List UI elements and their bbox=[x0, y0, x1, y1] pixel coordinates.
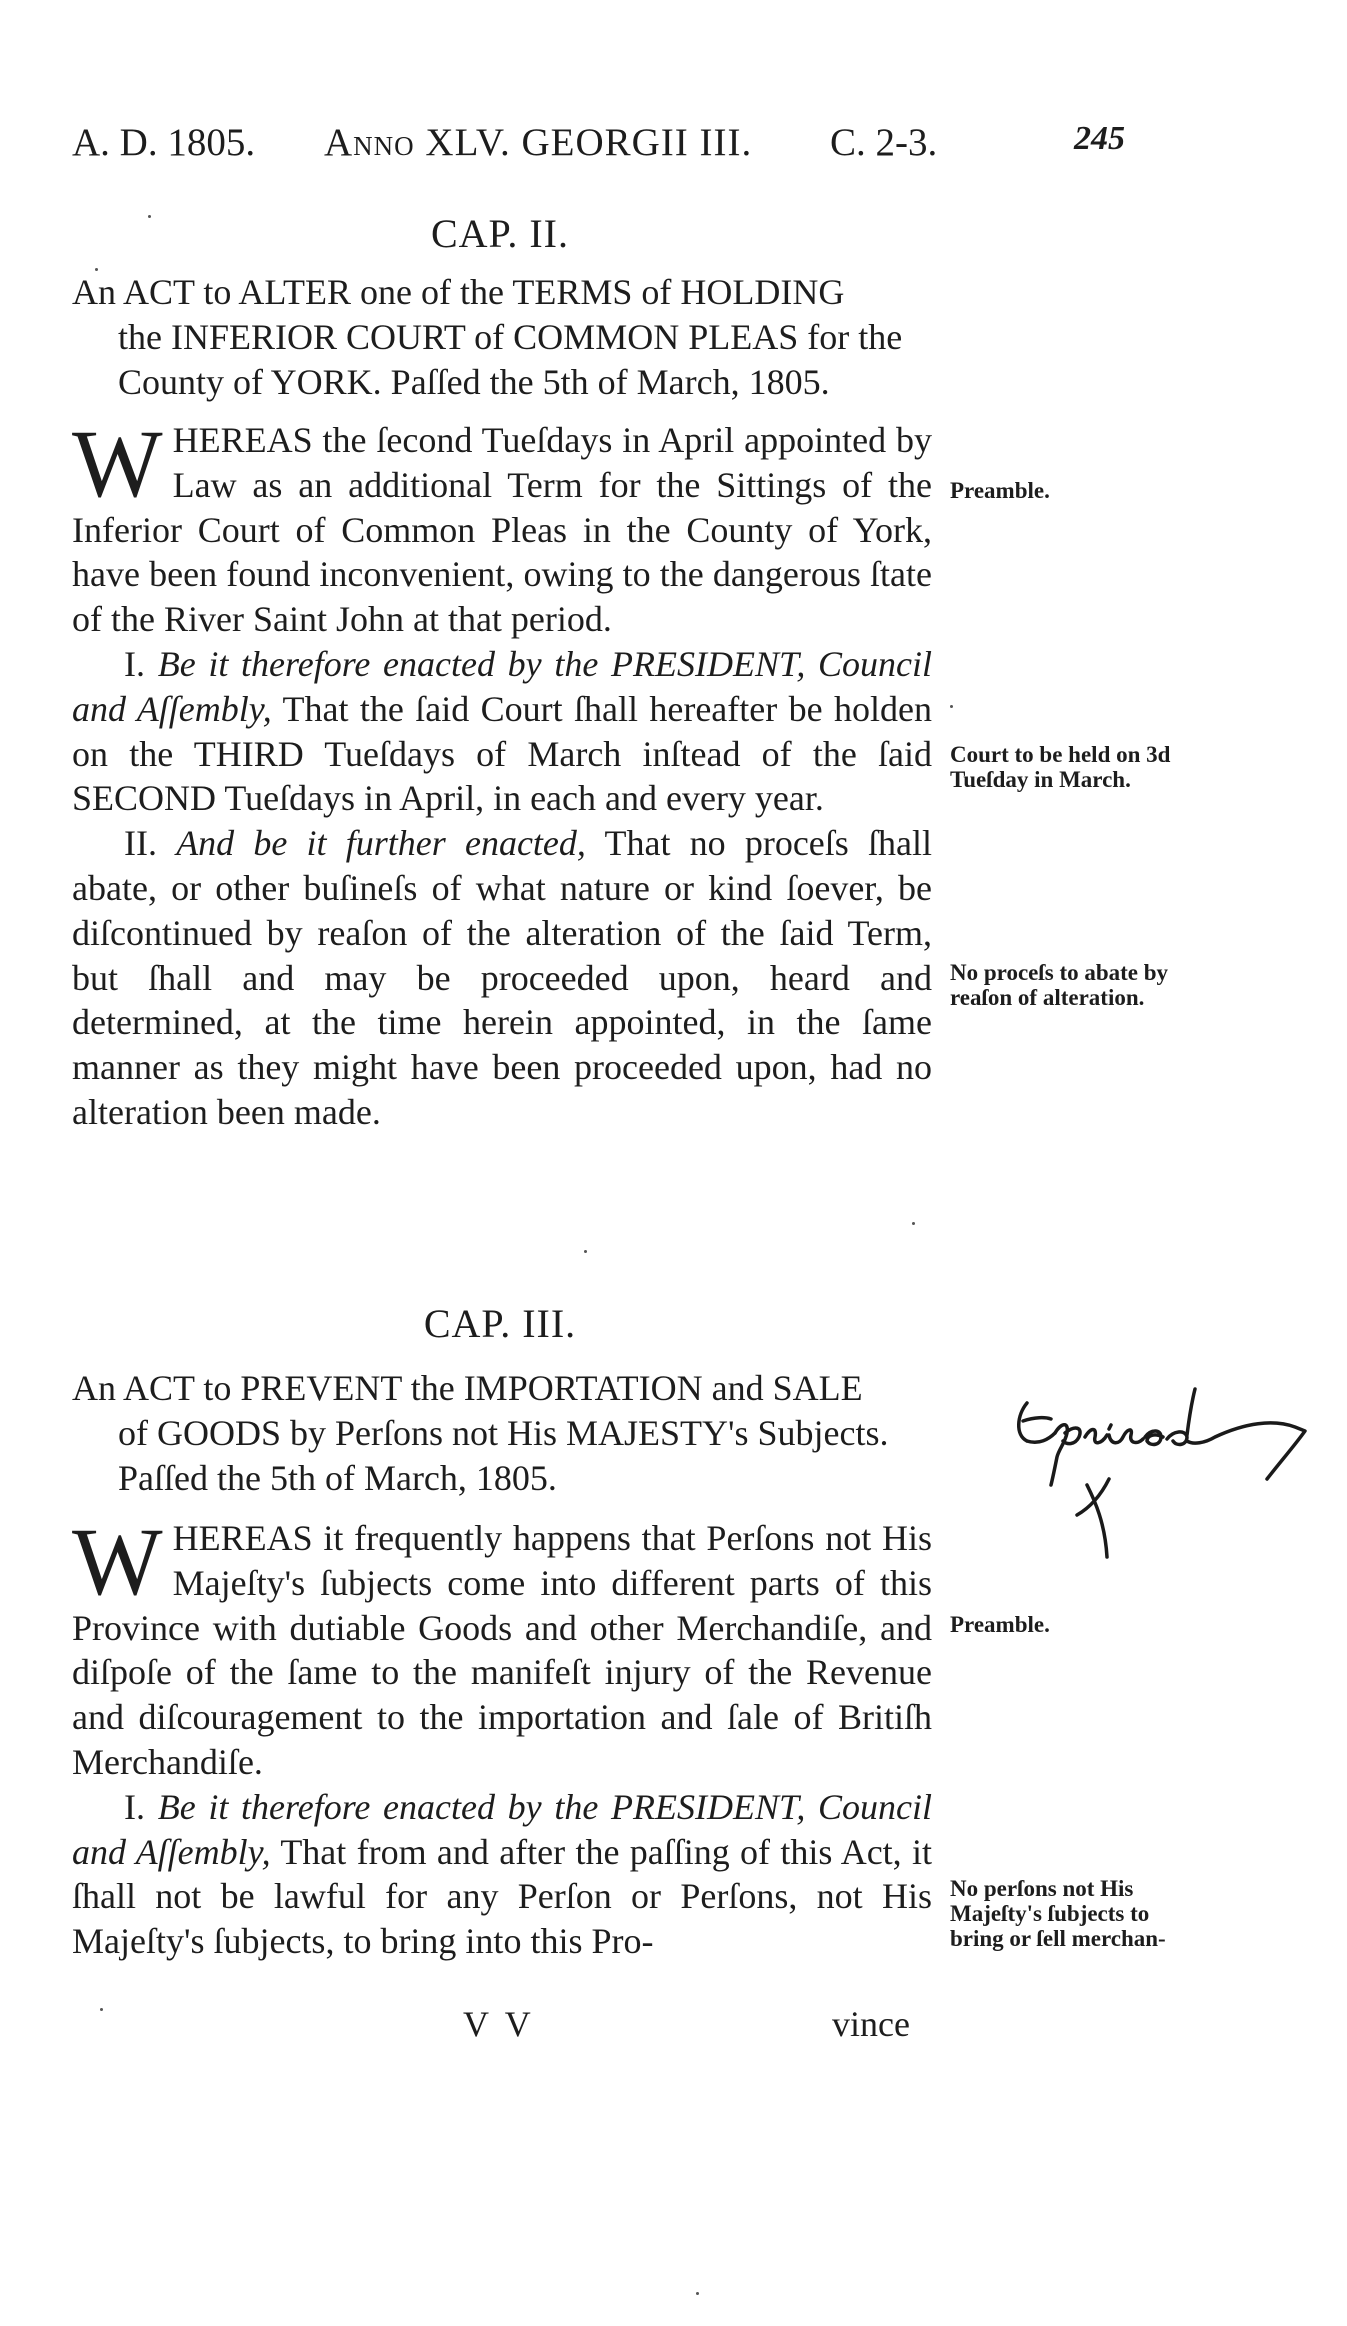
cap2-title-line-2: the INFERIOR COURT of COMMON PLEAS for the bbox=[118, 317, 903, 357]
cap2-section-2 bbox=[72, 821, 932, 1135]
cap3-title-line-3: Paſſed the 5th of March, 1805. bbox=[118, 1458, 557, 1498]
dropcap: W bbox=[72, 410, 163, 517]
margin-note-preamble: Preamble. bbox=[950, 478, 1050, 503]
cap2-title-line-3: County of YORK. Paſſed the 5th of March, 1805. bbox=[118, 362, 830, 402]
print-speck bbox=[100, 2008, 103, 2011]
cap3-act-title bbox=[72, 1366, 932, 1501]
cap3-heading: CAP. III. bbox=[423, 1301, 577, 1346]
cap2-preamble bbox=[72, 410, 932, 642]
print-speck bbox=[950, 705, 953, 708]
cap3-section-1 bbox=[72, 1785, 932, 1964]
handwriting-drawing bbox=[1005, 1375, 1325, 1575]
cap3-body bbox=[72, 1508, 933, 1964]
cap2-title-line-1: An ACT to ALTER one of the TERMS of HOLDING bbox=[72, 272, 845, 312]
section-text: That the ſaid Court ſhall hereafter be holden on the THIRD Tueſdays of March inſtead of the ſaid SECOND Tueſdays in April, in each and every year. bbox=[72, 688, 932, 819]
handwritten-expired-annotation bbox=[1005, 1375, 1325, 1575]
header-year: A. D. 1805. bbox=[72, 121, 256, 164]
catchword: vince bbox=[832, 2004, 910, 2044]
section-text: That from and after the paſſing of this Act, it ſhall not be lawful for any Perſon or Perſons, not His Majeſty's ſubjects, to bring into this Pro- bbox=[72, 1831, 932, 1962]
dropcap: W bbox=[72, 1508, 163, 1615]
section-number: I. bbox=[124, 1786, 145, 1827]
header-regnal-year: Anno XLV. GEORGII III. bbox=[324, 121, 753, 164]
enacting-clause: Be it therefore enacted by the PRESIDENT, Council and Aſſembly, bbox=[72, 1786, 933, 1872]
print-speck bbox=[696, 2292, 699, 2295]
cap3-title-line-1: An ACT to PREVENT the IMPORTATION and SALE bbox=[72, 1368, 863, 1408]
print-speck bbox=[95, 268, 98, 271]
cap3-preamble bbox=[72, 1508, 932, 1785]
cap2-act-title bbox=[72, 270, 932, 405]
print-speck bbox=[584, 1250, 587, 1253]
enacting-clause: And be it further enacted, bbox=[176, 823, 586, 864]
running-head bbox=[72, 120, 1162, 176]
cap2-section-1 bbox=[72, 642, 932, 821]
cap2-body bbox=[72, 410, 933, 1135]
cap3-title-line-2: of GOODS by Perſons not His MAJESTY's Subjects. bbox=[118, 1413, 889, 1453]
cap2-preamble-text: HEREAS the ſecond Tueſdays in April appointed by Law as an additional Term for the Sittings of the Inferior Court of Common Pleas in the County of York, have been found inconvenient, owing to the dangerous ſtate of the River Saint John at that period. bbox=[72, 420, 932, 640]
header-chapters: C. 2-3. bbox=[830, 121, 938, 164]
enacting-clause: Be it therefore enacted by the PRESIDENT, Council and Aſſembly, bbox=[72, 643, 933, 729]
margin-note-no-process: No proceſs to abate by reaſon of alteration. bbox=[950, 960, 1169, 1010]
page-number: 245 bbox=[1074, 120, 1125, 157]
cap3-preamble-text: HEREAS it frequently happens that Perſons not His Majeſty's ſubjects come into different parts of this Province with dutiable Goods and other Merchandiſe, and diſpoſe of the ſame to the manifeſt injury of the Revenue and diſcouragement to the importation and ſale of Britiſh Merchandiſe. bbox=[72, 1518, 932, 1782]
cap2-heading: CAP. II. bbox=[430, 211, 570, 256]
margin-note-preamble-2: Preamble. bbox=[950, 1612, 1050, 1637]
print-speck bbox=[912, 1222, 915, 1225]
margin-note-court-held: Court to be held on 3d Tueſday in March. bbox=[950, 742, 1171, 792]
print-speck bbox=[148, 215, 151, 218]
section-text: That no proceſs ſhall abate, or other buſineſs of what nature or kind ſoever, be diſcontinued by reaſon of the alteration of the ſaid Term, but ſhall and may be proceeded upon, heard and determined, at the time herein appointed, in the ſame manner as they might have been proceeded upon, had no alteration been made. bbox=[72, 823, 932, 1132]
section-number: I. bbox=[124, 643, 145, 684]
margin-note-no-persons: No perſons not His Majeſty's ſubjects to bring or ſell merchan- bbox=[950, 1876, 1166, 1951]
signature-mark: V V bbox=[463, 2004, 535, 2044]
section-number: II. bbox=[124, 823, 157, 864]
